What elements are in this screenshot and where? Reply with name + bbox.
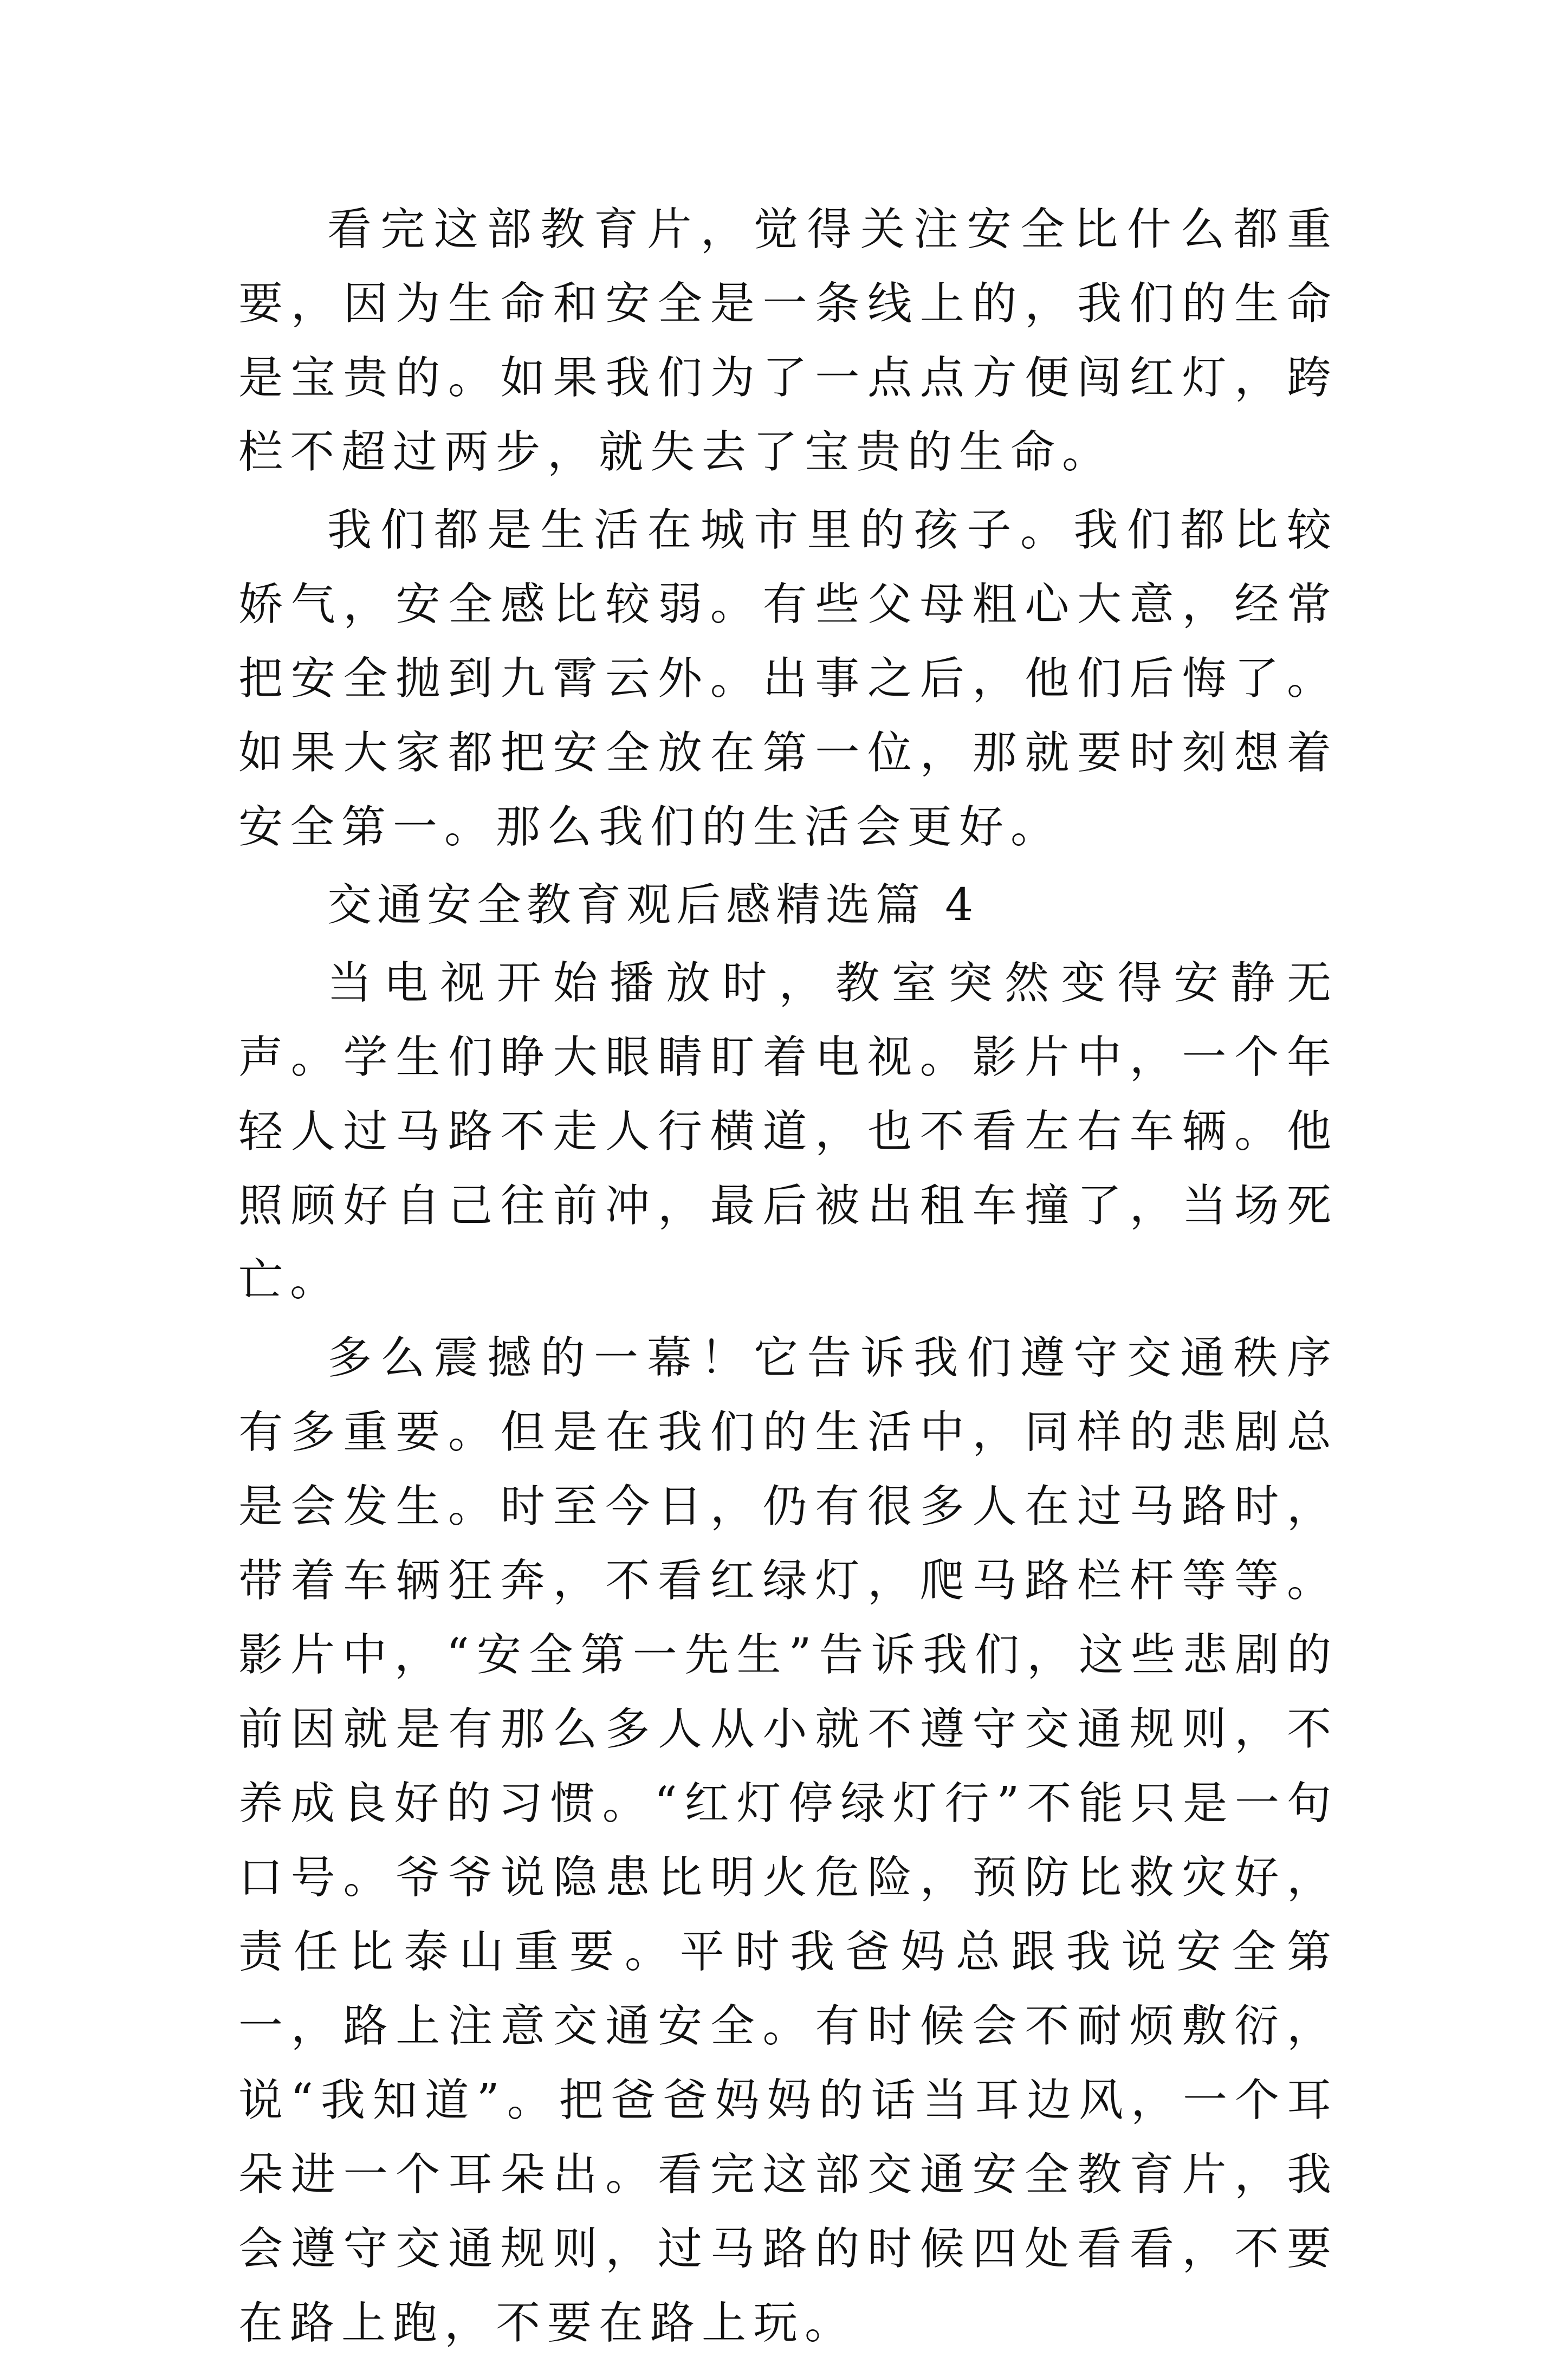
paragraph-3: 当电视开始播放时，教室突然变得安静无声。学生们睁大眼睛盯着电视。影片中，一个年轻人过马路不走人行横道，也不看左右车辆。他照顾好自己往前冲，最后被出租车撞了，当场死亡。 bbox=[238, 957, 1338, 1306]
document-body bbox=[238, 192, 1338, 2364]
paragraph-1: 看完这部教育片，觉得关注安全比什么都重要，因为生命和安全是一条线上的，我们的生命是宝贵的。如果我们为了一点点方便闯红灯，跨栏不超过两步，就失去了宝贵的生命。 bbox=[238, 204, 1338, 478]
section-title: 交通安全教育观后感精选篇 4 bbox=[327, 879, 979, 931]
paragraph-2: 我们都是生活在城市里的孩子。我们都比较娇气，安全感比较弱。有些父母粗心大意，经常把安全抛到九霄云外。出事之后，他们后悔了。如果大家都把安全放在第一位，那就要时刻想着安全第一。那么我们的生活会更好。 bbox=[238, 504, 1338, 853]
paragraph-4: 多么震撼的一幕！它告诉我们遵守交通秩序有多重要。但是在我们的生活中，同样的悲剧总是会发生。时至今日，仍有很多人在过马路时，带着车辆狂奔，不看红绿灯，爬马路栏杆等等。影片中，“安全第一先生”告诉我们，这些悲剧的前因就是有那么多人从小就不遵守交通规则，不养成良好的习惯。“红灯停绿灯行”不能只是一句口号。爷爷说隐患比明火危险，预防比救灾好，责任比泰山重要。平时我爸妈总跟我说安全第一，路上注意交通安全。有时候会不耐烦敷衍，说“我知道”。把爸爸妈妈的话当耳边风，一个耳朵进一个耳朵出。看完这部交通安全教育片，我会遵守交通规则，过马路的时候四处看看，不要在路上跑，不要在路上玩。 bbox=[238, 1332, 1338, 2349]
